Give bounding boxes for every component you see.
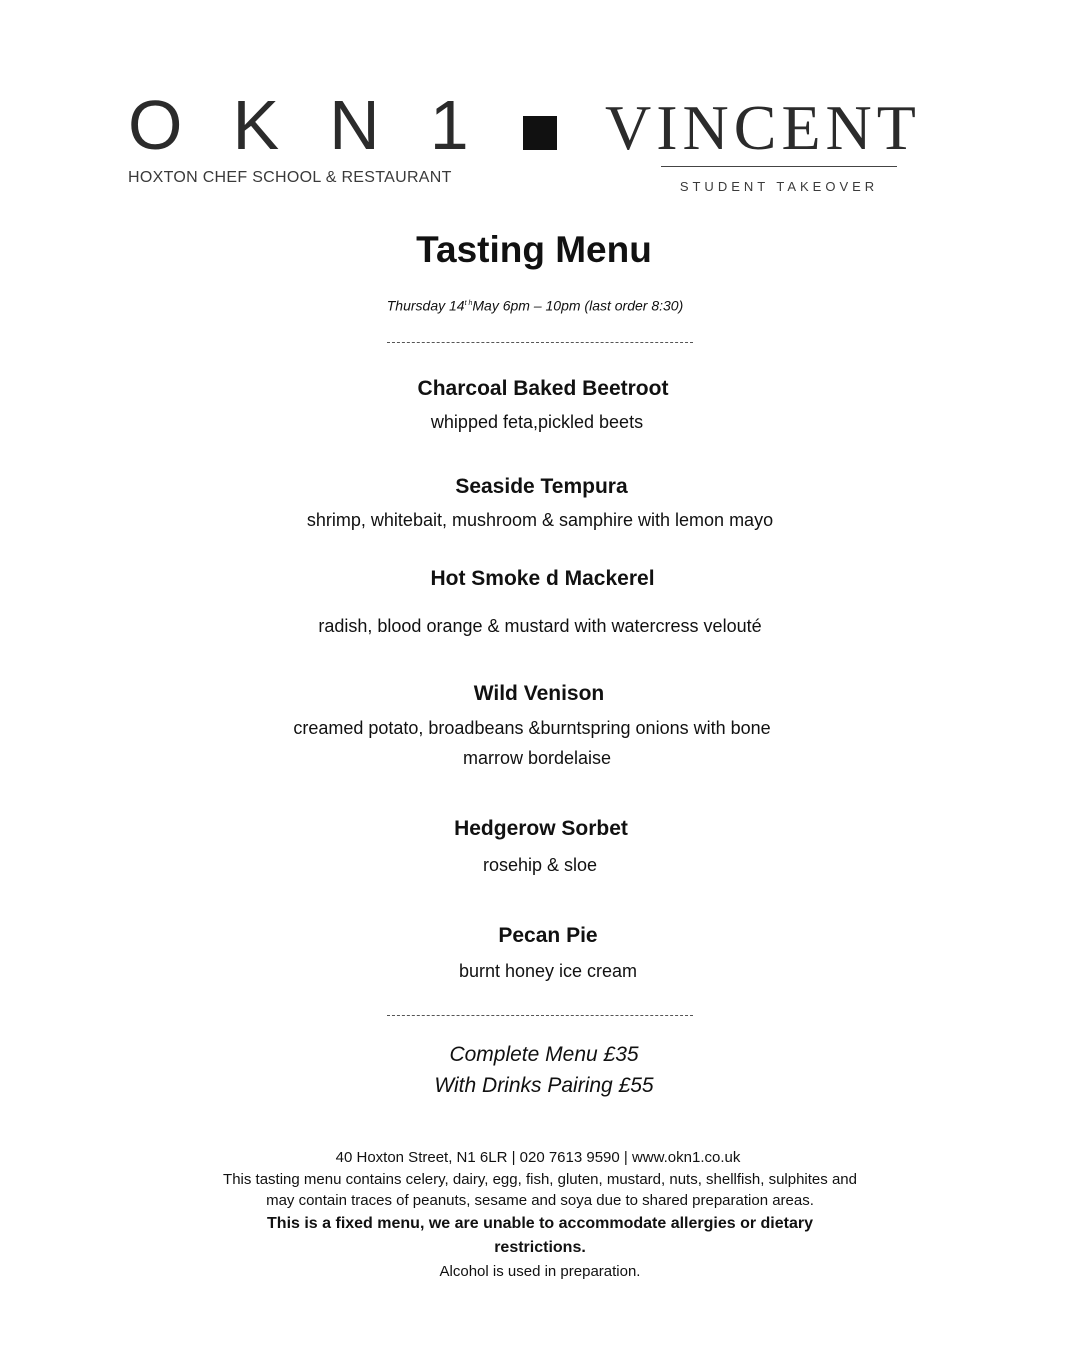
alcohol-notice: Alcohol is used in preparation. (439, 1263, 641, 1280)
course-description: radish, blood orange & mustard with watercress velouté (318, 616, 762, 636)
drinks-pairing-price: With Drinks Pairing £55 (434, 1074, 654, 1097)
event-time: May 6pm – 10pm (last order 8:30) (472, 297, 684, 314)
event-day: Thursday 14 (386, 297, 465, 314)
top-divider (387, 342, 693, 343)
course-name: Charcoal Baked Beetroot (417, 377, 669, 400)
vincent-logo-rule (661, 166, 897, 167)
course-description: marrow bordelaise (462, 748, 612, 768)
course-description: burnt honey ice cream (458, 961, 638, 981)
course-description: shrimp, whitebait, mushroom & samphire with lemon mayo (306, 510, 774, 530)
vincent-tagline: STUDENT TAKEOVER (679, 179, 879, 194)
allergen-info: may contain traces of peanuts, sesame and soya due to shared preparation areas. (266, 1192, 814, 1209)
complete-menu-price: Complete Menu £35 (449, 1043, 639, 1066)
course-name: Wild Venison (473, 682, 605, 705)
okn1-logo (128, 86, 519, 195)
course-name: Pecan Pie (498, 924, 598, 947)
course-name: Hot Smoke d Mackerel (430, 567, 655, 590)
course-description: creamed potato, broadbeans &burntspring onions with bone (293, 718, 771, 738)
menu-title: Tasting Menu (416, 229, 652, 270)
footer-address: 40 Hoxton Street, N1 6LR | 020 7613 9590 | www.okn1.co.uk (335, 1149, 741, 1166)
okn1-tagline: HOXTON CHEF SCHOOL & RESTAURANT (128, 169, 452, 186)
bottom-divider (387, 1015, 693, 1016)
course-description: whipped feta,pickled beets (430, 412, 644, 432)
okn1-wordmark: OKN1 (128, 86, 519, 164)
event-day-suffix: t h (464, 300, 473, 307)
event-details (0, 295, 1070, 315)
allergen-info: This tasting menu contains celery, dairy, egg, fish, gluten, mustard, nuts, shellfish, sulphites and (223, 1171, 857, 1188)
course-description: rosehip & sloe (482, 855, 598, 875)
fixed-menu-notice: This is a fixed menu, we are unable to accommodate allergies or dietary restrictions. (267, 1215, 813, 1256)
logo-separator-square (523, 116, 557, 150)
course-name: Hedgerow Sorbet (454, 817, 628, 840)
vincent-logo (605, 92, 945, 198)
course-name: Seaside Tempura (455, 475, 628, 498)
vincent-wordmark: VINCENT (605, 92, 921, 163)
